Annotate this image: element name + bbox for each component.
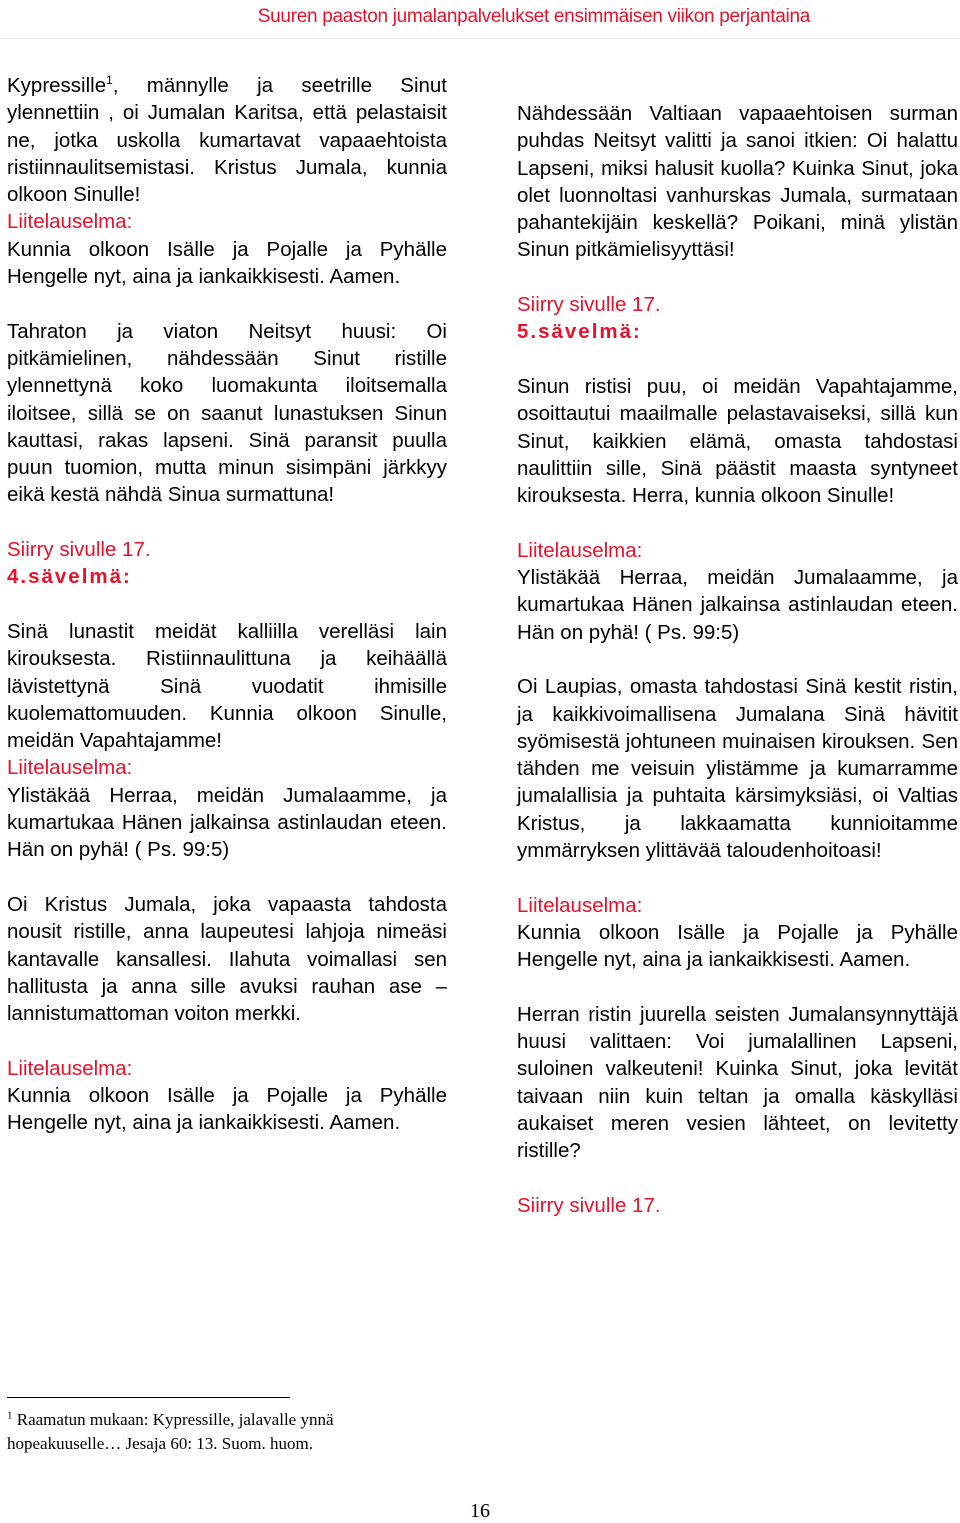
right-goto-link-2: Siirry sivulle 17. <box>517 1193 661 1217</box>
footnote-reference: 1 <box>106 73 113 88</box>
left-column <box>7 72 447 1137</box>
tone-5-heading: 5.sävelmä: <box>517 320 642 344</box>
right-paragraph-1: Nähdessään Valtiaan vapaaehtoisen surman puhdas Neitsyt valitti ja sanoi itkien: Oi halattu Lapseni, miksi halusit kuolla? Kuinka Sinut, joka olet luonnoltasi vanhurskas Jumala, surmataan pahantekijäin keskellä? Poikani, minä ylistän Sinun pitkämielisyyttäsi! <box>517 102 958 262</box>
left-refrain-label-1: Liitelauselma: <box>7 210 133 234</box>
right-refrain-label-1: Liitelauselma: <box>517 538 643 562</box>
left-glory-1: Kunnia olkoon Isälle ja Pojalle ja Pyhälle Hengelle nyt, aina ja iankaikkisesti. Aamen. <box>7 237 447 289</box>
page-number: 16 <box>470 1500 490 1522</box>
left-paragraph-3: Sinä lunastit meidät kalliilla verelläsi lain kirouksesta. Ristiinnaulittuna ja keihäällä lävistettynä Sinä vuodatit ihmisille kuolemattomuuden. Kunnia olkoon Sinulle, meidän Vapahtajamme! <box>7 619 447 753</box>
header-divider <box>0 38 960 39</box>
page-header: Suuren paaston jumalanpalvelukset ensimmäisen viikon perjantaina <box>257 6 810 27</box>
left-paragraph-4: Oi Kristus Jumala, joka vapaasta tahdosta nousit ristille, anna laupeutesi lahjoja nimeäsi kantavalle kansallesi. Ilahuta voimallasi sen hallitusta ja anna sille avuksi rauhan ase – lannistumattoman voiton merkki. <box>7 892 447 1026</box>
right-paragraph-4: Herran ristin juurella seisten Jumalansynnyttäjä huusi valittaen: Voi jumalallinen Lapseni, suloinen valkeuteni! Kuinka Sinut, joka levität taivaan niin kuin teltan ja omalla käskylläsi aukaiset meren vesien lähteet, on levitetty ristille? <box>517 1002 958 1163</box>
footnote-divider <box>7 1397 290 1398</box>
footnote-marker: 1 <box>7 1409 13 1422</box>
footnote-text: Raamatun mukaan: Kypressille, jalavalle ynnä hopeakuuselle… Jesaja 60: 13. Suom. huom. <box>7 1410 334 1453</box>
left-paragraph-1 <box>7 72 447 208</box>
left-p1-text-b: , männylle ja seetrille Sinut ylennettiin , oi Jumalan Karitsa, että pelastaisit ne, jotka uskolla kumartavat vapaaehtoista ristiinnaulitsemistasi. Kristus Jumala, kunnia olkoon Sinulle! <box>7 74 447 207</box>
left-refrain-label-3: Liitelauselma: <box>7 1056 133 1080</box>
right-goto-link-1: Siirry sivulle 17. <box>517 293 661 317</box>
left-paragraph-2: Tahraton ja viaton Neitsyt huusi: Oi pitkämielinen, nähdessään Sinut ristille ylennettynä koko luomakunta iloitsemalla iloitsee, sillä se on saanut lunastuksen Sinun kauttasi, rakas lapseni. Sinä paransit puulla puun tuomion, mutta minun sisimpäni järkkyy eikä kestä nähdä Sinua surmattuna! <box>7 319 447 507</box>
left-p1-text-a: Kypressille <box>7 74 107 97</box>
right-column <box>517 100 958 1219</box>
left-verse-2: Ylistäkää Herraa, meidän Jumalaamme, ja kumartukaa Hänen jalkainsa astinlaudan eteen. Hän on pyhä! ( Ps. 99:5) <box>7 783 447 862</box>
right-glory-2: Kunnia olkoon Isälle ja Pojalle ja Pyhälle Hengelle nyt, aina ja iankaikkisesti. Aamen. <box>517 920 958 972</box>
tone-4-heading: 4.sävelmä: <box>7 565 132 589</box>
left-refrain-label-2: Liitelauselma: <box>7 756 133 780</box>
left-glory-3: Kunnia olkoon Isälle ja Pojalle ja Pyhälle Hengelle nyt, aina ja iankaikkisesti. Aamen. <box>7 1083 447 1135</box>
right-paragraph-3: Oi Laupias, omasta tahdostasi Sinä kestit ristin, ja kaikkivoimallisena Jumalana Sinä hävitit syömisestä johtuneen muinaisen kirouksen. Sen tähden me veisuin ylistämme ja kumarramme jumalallisia ja puhtaita kärsimyksiäsi, oi Valtias Kristus, ja lakkaamatta kunnioitamme ymmärryksen ylittävää taloudenhoitoasi! <box>517 675 958 863</box>
footnote <box>7 1408 427 1456</box>
right-refrain-label-2: Liitelauselma: <box>517 893 643 917</box>
right-paragraph-2: Sinun ristisi puu, oi meidän Vapahtajamme, osoittautui maailmalle pelastavaiseksi, sillä kun Sinut, kaikkien elämä, omasta tahdostasi naulittiin sille, Sinä päästit maasta syntyneet kirouksesta. Herra, kunnia olkoon Sinulle! <box>517 374 958 508</box>
right-verse-1: Ylistäkää Herraa, meidän Jumalaamme, ja kumartukaa Hänen jalkainsa astinlaudan eteen. Hän on pyhä! ( Ps. 99:5) <box>517 566 958 644</box>
left-goto-link-1: Siirry sivulle 17. <box>7 538 151 562</box>
